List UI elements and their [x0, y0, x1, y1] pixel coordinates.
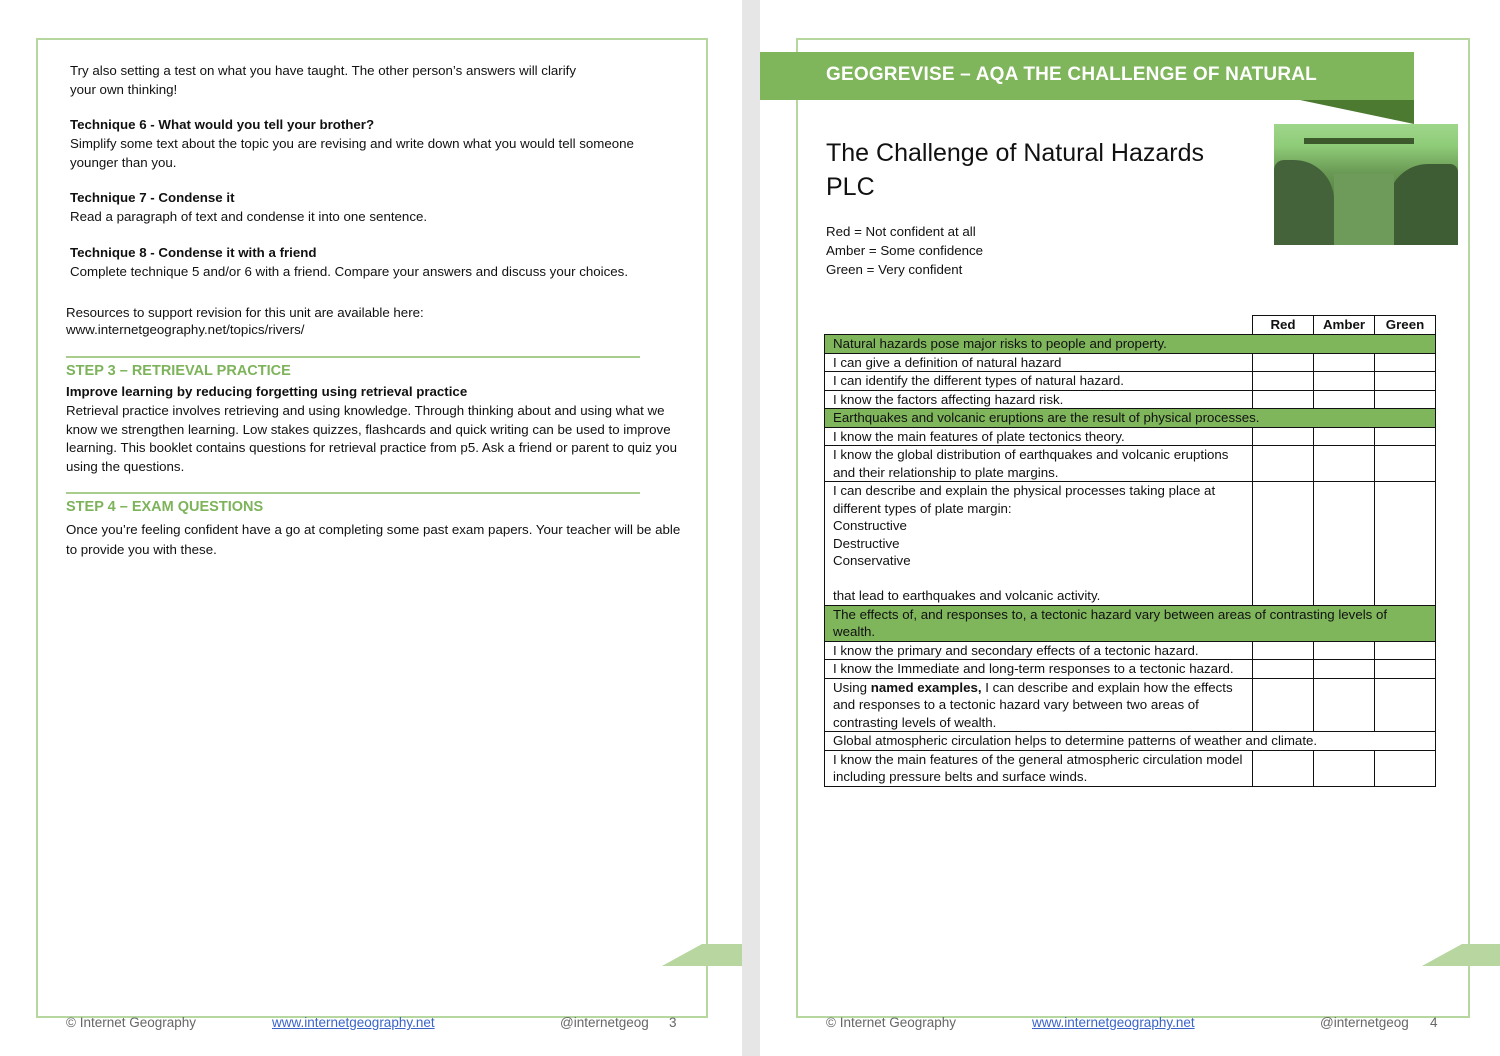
page-3: [0, 0, 742, 1056]
footer-link[interactable]: www.internetgeography.net: [1032, 1015, 1195, 1030]
resources-url: www.internetgeography.net/topics/rivers/: [66, 322, 305, 337]
page-number: 4: [1430, 1015, 1438, 1030]
section-row: [825, 605, 1436, 641]
rating-cell[interactable]: [1314, 641, 1375, 660]
footer-handle: @internetgeog: [560, 1015, 649, 1030]
rating-cell[interactable]: [1253, 372, 1314, 391]
rating-cell[interactable]: [1253, 353, 1314, 372]
statement-text: named examples,: [870, 679, 982, 695]
technique-7-body: Read a paragraph of text and condense it into one sentence.: [70, 209, 428, 224]
rating-cell[interactable]: [1314, 750, 1375, 786]
column-header: Green: [1375, 316, 1436, 335]
statement-text: I can describe and explain how the effects and responses to a tectonic hazard vary between two areas of contrasting levels of wealth.: [833, 679, 1233, 730]
statement-cell: I know the primary and secondary effects of a tectonic hazard.: [825, 641, 1253, 660]
rating-cell[interactable]: [1375, 750, 1436, 786]
statement-line: [833, 570, 1244, 588]
technique-8-title: Technique 8 - Condense it with a friend: [70, 245, 317, 260]
section-heading: The effects of, and responses to, a tectonic hazard vary between areas of contrasting levels of wealth.: [825, 605, 1436, 641]
technique-6-title: Technique 6 - What would you tell your brother?: [70, 117, 375, 132]
statement-line: I can describe and explain the physical processes taking place at different types of plate margin:: [833, 483, 1216, 516]
statement-line: Constructive: [833, 518, 907, 533]
table-row: [825, 641, 1436, 660]
rating-cell[interactable]: [1314, 446, 1375, 482]
step4-body: Once you’re feeling confident have a go at completing some past exam papers. Your teacher will be able to provide you with these.: [66, 522, 681, 557]
step3-subheading: Improve learning by reducing forgetting using retrieval practice: [66, 384, 468, 399]
page-title: The Challenge of Natural Hazards PLC: [826, 139, 1204, 201]
rating-cell[interactable]: [1253, 390, 1314, 409]
statement-line: Conservative: [833, 553, 911, 568]
rating-cell[interactable]: [1314, 372, 1375, 391]
table-row: [825, 660, 1436, 679]
divider: [66, 356, 640, 358]
divider: [66, 492, 640, 494]
plc-table: [824, 315, 1436, 787]
step3-heading: STEP 3 – RETRIEVAL PRACTICE: [66, 363, 291, 379]
section-heading: Natural hazards pose major risks to people and property.: [825, 335, 1436, 354]
rating-cell[interactable]: [1253, 678, 1314, 732]
rating-cell[interactable]: [1314, 482, 1375, 606]
rating-cell[interactable]: [1314, 427, 1375, 446]
rating-cell[interactable]: [1375, 482, 1436, 606]
table-row: [825, 750, 1436, 786]
rating-cell[interactable]: [1253, 750, 1314, 786]
rating-cell[interactable]: [1314, 678, 1375, 732]
rating-cell[interactable]: [1375, 372, 1436, 391]
banner-decoration: [1300, 100, 1414, 124]
rating-cell[interactable]: [1375, 353, 1436, 372]
rating-cell[interactable]: [1253, 446, 1314, 482]
table-row: [825, 446, 1436, 482]
rating-cell[interactable]: [1375, 427, 1436, 446]
header-banner: GEOGREVISE – AQA THE CHALLENGE OF NATURAL HAZARDS: [760, 52, 1414, 100]
legend-green: Green = Very confident: [826, 262, 963, 277]
table-row: [825, 678, 1436, 732]
statement-cell: I know the Immediate and long-term responses to a tectonic hazard.: [825, 660, 1253, 679]
statement-line: Destructive: [833, 535, 900, 551]
table-row: [825, 482, 1436, 606]
statement-cell: I know the main features of plate tectonics theory.: [825, 427, 1253, 446]
rating-cell[interactable]: [1375, 678, 1436, 732]
resources-text: Resources to support revision for this unit are available here:: [66, 305, 424, 320]
table-row: [825, 390, 1436, 409]
statement-cell: [825, 482, 1253, 606]
table-header-row: [825, 316, 1436, 335]
page-number: 3: [669, 1015, 677, 1030]
section-row: [825, 732, 1436, 751]
rating-cell[interactable]: [1314, 660, 1375, 679]
technique-8-body: Complete technique 5 and/or 6 with a friend. Compare your answers and discuss your choices.: [70, 264, 629, 279]
step4-heading: STEP 4 – EXAM QUESTIONS: [66, 499, 264, 515]
section-row: [825, 335, 1436, 354]
rating-cell[interactable]: [1253, 482, 1314, 606]
step3-body: Retrieval practice involves retrieving and using knowledge. Through thinking about and using what we know we strengthen learning. Low stakes quizzes, flashcards and quick writing can be used to improve learning. This booklet contains questions for retrieval practice from p5. Ask a friend or parent to quiz you using the questions.: [66, 403, 677, 474]
rating-cell[interactable]: [1253, 427, 1314, 446]
technique-6-body: Simplify some text about the topic you are revising and write down what you would tell someone younger than you.: [70, 136, 634, 170]
rating-cell[interactable]: [1314, 353, 1375, 372]
table-row: [825, 427, 1436, 446]
corner-decoration: [1422, 944, 1500, 966]
statement-cell: I know the main features of the general atmospheric circulation model including pressure belts and surface winds.: [825, 750, 1253, 786]
statement-cell: I can give a definition of natural hazard: [825, 353, 1253, 372]
intro-text: Try also setting a test on what you have taught. The other person’s answers will clarify your own thinking!: [70, 63, 577, 97]
column-header: Red: [1253, 316, 1314, 335]
statement-cell: I can identify the different types of natural hazard.: [825, 372, 1253, 391]
statement-text: Using: [833, 679, 871, 695]
statement-cell: [825, 678, 1253, 732]
rating-cell[interactable]: [1253, 660, 1314, 679]
rating-cell[interactable]: [1314, 390, 1375, 409]
rating-cell[interactable]: [1253, 641, 1314, 660]
section-row: [825, 409, 1436, 428]
rating-cell[interactable]: [1375, 641, 1436, 660]
statement-cell: I know the global distribution of earthquakes and volcanic eruptions and their relationship to plate margins.: [825, 446, 1253, 482]
table-row: [825, 353, 1436, 372]
rating-cell[interactable]: [1375, 446, 1436, 482]
header-photo: [1274, 124, 1458, 245]
footer-link[interactable]: www.internetgeography.net: [272, 1015, 435, 1030]
table-row: [825, 372, 1436, 391]
corner-decoration: [662, 944, 742, 966]
legend-red: Red = Not confident at all: [826, 224, 976, 239]
rating-cell[interactable]: [1375, 390, 1436, 409]
footer-handle: @internetgeog: [1320, 1015, 1409, 1030]
column-header: Amber: [1314, 316, 1375, 335]
footer-copyright: © Internet Geography: [826, 1015, 957, 1030]
statement-cell: I know the factors affecting hazard risk.: [825, 390, 1253, 409]
page-4: [760, 0, 1500, 1056]
section-heading: Earthquakes and volcanic eruptions are the result of physical processes.: [825, 409, 1436, 428]
rating-cell[interactable]: [1375, 660, 1436, 679]
statement-line: that lead to earthquakes and volcanic activity.: [833, 588, 1101, 603]
footer-copyright: © Internet Geography: [66, 1015, 197, 1030]
legend-amber: Amber = Some confidence: [826, 243, 984, 258]
technique-7-title: Technique 7 - Condense it: [70, 190, 235, 205]
section-heading: Global atmospheric circulation helps to determine patterns of weather and climate.: [825, 732, 1436, 751]
